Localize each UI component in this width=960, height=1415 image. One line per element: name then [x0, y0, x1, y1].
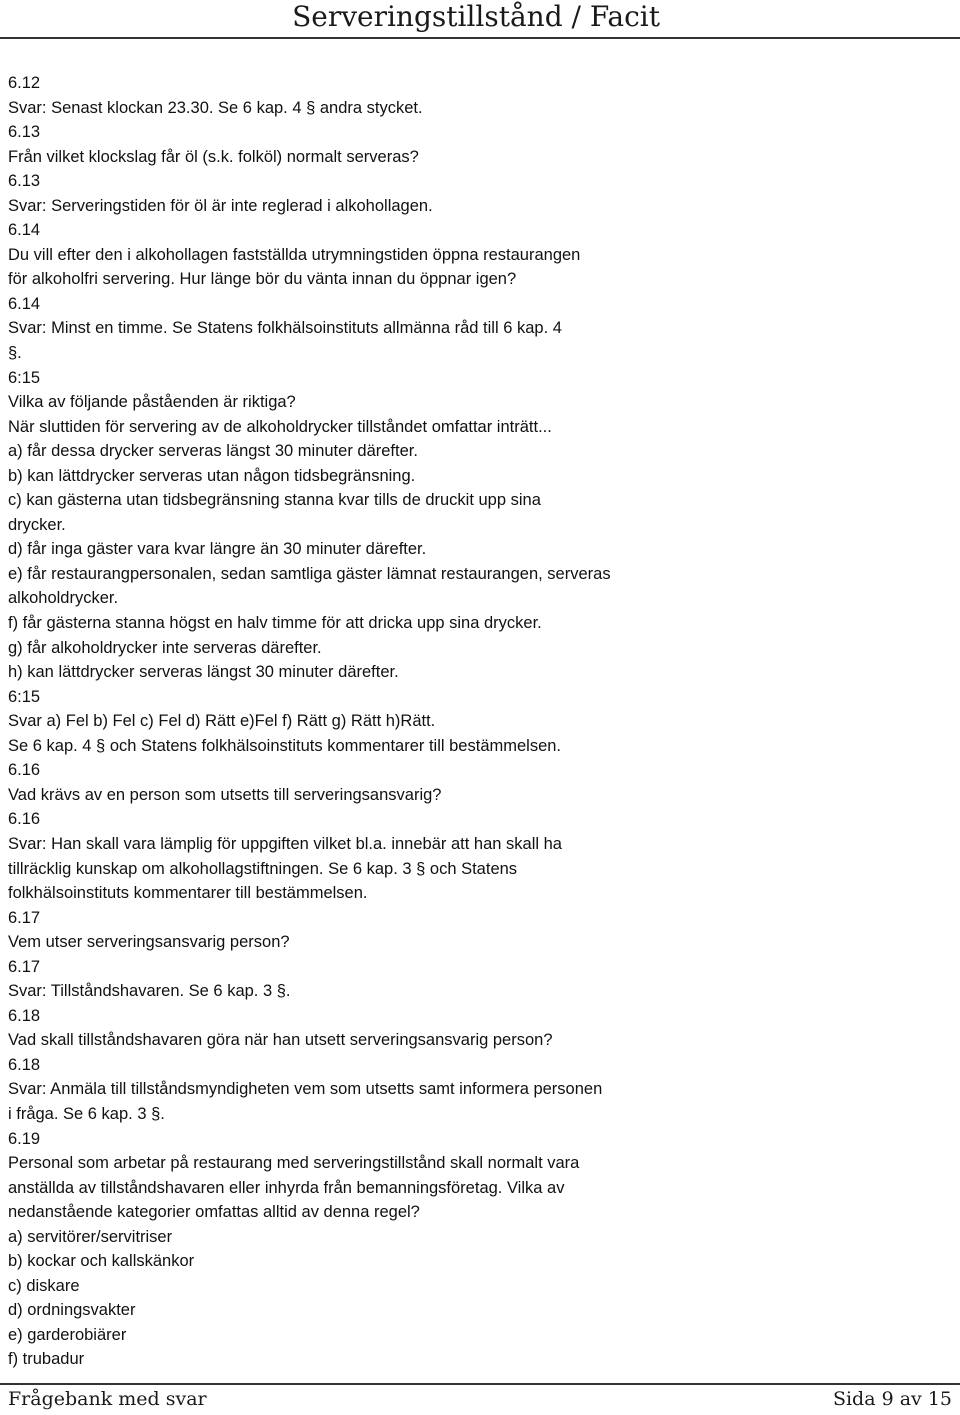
text-line: 6.17 [8, 908, 41, 927]
text-line: 6.12 [8, 74, 41, 92]
text-line: folkhälsoinstituts kommentarer till bestämmelsen. [8, 884, 368, 903]
text-line: b) kockar och kallskänkor [8, 1252, 195, 1271]
text-line: Personal som arbetar på restaurang med serveringstillstånd skall normalt vara [8, 1154, 580, 1173]
text-line: f) trubadur [8, 1350, 85, 1369]
text-line: Vad skall tillståndshavaren göra när han utsett serveringsansvarig person? [8, 1031, 553, 1050]
text-line: §. [8, 344, 22, 363]
text-line: Svar: Anmäla till tillståndsmyndigheten vem som utsetts samt informera personen [8, 1080, 603, 1099]
text-line: e) får restaurangpersonalen, sedan samtliga gäster lämnat restaurangen, serveras [8, 564, 611, 583]
text-line: Se 6 kap. 4 § och Statens folkhälsoinstituts kommentarer till bestämmelsen. [8, 736, 562, 755]
text-line: 6.16 [8, 810, 41, 829]
text-line: 6:15 [8, 687, 41, 706]
text-line: för alkoholfri servering. Hur länge bör du vänta innan du öppnar igen? [8, 270, 517, 289]
text-line: a) får dessa drycker serveras längst 30 minuter därefter. [8, 442, 418, 461]
text-line: alkoholdrycker. [8, 589, 119, 608]
text-line: 6.17 [8, 957, 41, 976]
text-line: Du vill efter den i alkohollagen fastställda utrymningstiden öppna restaurangen [8, 245, 581, 264]
text-line: 6.14 [8, 221, 41, 240]
text-line: 6.14 [8, 294, 41, 313]
text-line: 6.18 [8, 1055, 41, 1074]
text-line: När sluttiden för servering av de alkoholdrycker tillståndet omfattar inträtt... [8, 417, 552, 436]
text-line: c) kan gästerna utan tidsbegränsning stanna kvar tills de druckit upp sina [8, 491, 541, 510]
text-line: Svar: Minst en timme. Se Statens folkhälsoinstituts allmänna råd till 6 kap. 4 [8, 319, 562, 338]
text-line: tillräcklig kunskap om alkohollagstiftningen. Se 6 kap. 3 § och Statens [8, 859, 518, 878]
text-line: drycker. [8, 515, 66, 534]
text-line: f) får gästerna stanna högst en halv timme för att dricka upp sina drycker. [8, 614, 542, 633]
text-line: Vad krävs av en person som utsetts till serveringsansvarig? [8, 785, 442, 804]
footer-page-number: Sida 9 av 15 [832, 1388, 952, 1410]
text-line: g) får alkoholdrycker inte serveras därefter. [8, 638, 322, 657]
document-body [8, 71, 948, 1372]
text-line: Vilka av följande påståenden är riktiga? [8, 393, 296, 412]
text-line: Från vilket klockslag får öl (s.k. folköl) normalt serveras? [8, 147, 419, 166]
text-line: b) kan lättdrycker serveras utan någon tidsbegränsning. [8, 466, 416, 485]
text-line: Vem utser serveringsansvarig person? [8, 933, 290, 952]
text-line: Svar: Serveringstiden för öl är inte reglerad i alkohollagen. [8, 196, 433, 215]
text-line: 6.18 [8, 1006, 41, 1025]
text-line: 6.19 [8, 1129, 41, 1148]
text-line: Svar: Senast klockan 23.30. Se 6 kap. 4 § andra stycket. [8, 98, 423, 117]
text-line: d) ordningsvakter [8, 1301, 136, 1320]
text-line: Svar: Han skall vara lämplig för uppgiften vilket bl.a. innebär att han skall ha [8, 834, 562, 853]
text-line: Svar a) Fel b) Fel c) Fel d) Rätt e)Fel f) Rätt g) Rätt h)Rätt. [8, 712, 436, 731]
text-line: c) diskare [8, 1276, 80, 1295]
text-line: h) kan lättdrycker serveras längst 30 minuter därefter. [8, 663, 399, 682]
text-line: Svar: Tillståndshavaren. Se 6 kap. 3 §. [8, 982, 291, 1001]
text-line: e) garderobiärer [8, 1325, 127, 1344]
page-header-title: Serveringstillstånd / Facit [292, 0, 660, 33]
footer-document-title: Frågebank med svar [8, 1388, 207, 1410]
text-line: 6:15 [8, 368, 41, 387]
text-line: 6.16 [8, 761, 41, 780]
text-line: d) får inga gäster vara kvar längre än 30 minuter därefter. [8, 540, 427, 559]
text-line: anställda av tillståndshavaren eller inhyrda från bemanningsföretag. Vilka av [8, 1178, 565, 1197]
text-line: 6.13 [8, 172, 41, 191]
text-line: i fråga. Se 6 kap. 3 §. [8, 1104, 165, 1123]
footer-divider [0, 1383, 960, 1385]
text-line: nedanstående kategorier omfattas alltid av denna regel? [8, 1203, 420, 1222]
text-line: a) servitörer/servitriser [8, 1227, 173, 1246]
header-divider [0, 37, 960, 39]
text-line: 6.13 [8, 123, 41, 142]
